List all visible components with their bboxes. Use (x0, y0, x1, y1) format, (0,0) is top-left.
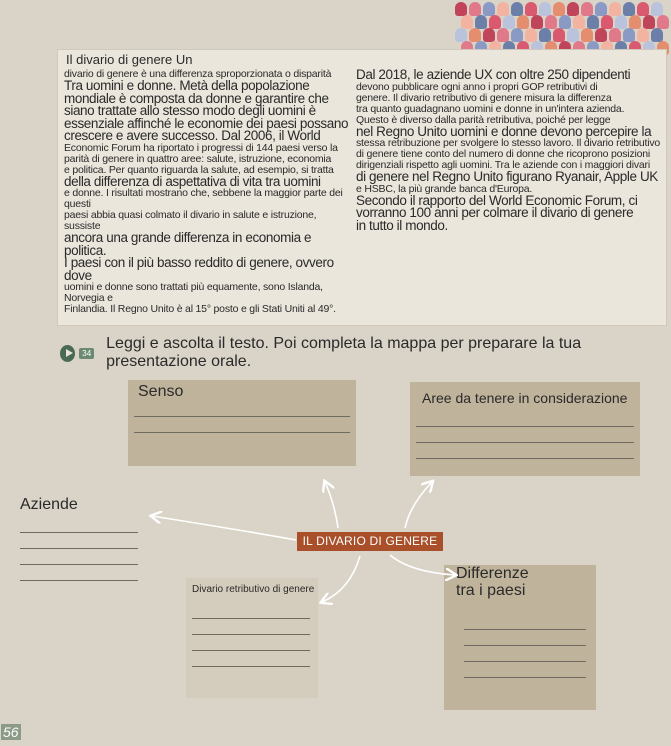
divario-retributivo-box (186, 578, 318, 698)
article-line: siano trattate allo stesso modo degli uomini è (64, 103, 316, 118)
crowd-person (651, 28, 663, 42)
article-line: I paesi con il più basso reddito di genere, ovvero dove (64, 255, 334, 283)
article-line: nel Regno Unito uomini e donne devono percepire la (356, 123, 652, 139)
crowd-person (567, 2, 579, 16)
article-line: in tutto il mondo. (356, 217, 448, 233)
crowd-person (455, 28, 467, 42)
crowd-person (525, 28, 537, 42)
article-line: mondiale è composta da donne e garantire che (64, 90, 329, 106)
article-line: di genere nel Regno Unito figurano Ryanair, Apple UK (356, 169, 658, 184)
crowd-person (475, 15, 487, 29)
crowd-person (525, 2, 537, 16)
aziende-write-lines[interactable] (20, 532, 138, 596)
crowd-person (609, 28, 621, 42)
divario-write-lines[interactable] (192, 618, 310, 682)
article-line: divario di genere è una differenza sproporzionata o disparità (64, 68, 332, 80)
crowd-person (567, 28, 579, 42)
crowd-person (497, 28, 509, 42)
article-line: Finlandia. Il Regno Unito è al 15° posto e gli Stati Uniti al 49°. (64, 303, 336, 315)
crowd-person (539, 28, 551, 42)
crowd-person (601, 15, 613, 29)
article-line: crescere e avere successo. Dal 2006, il World (64, 128, 321, 143)
crowd-person (643, 15, 655, 29)
article-line: paesi abbia quasi colmato il divario in salute e istruzione, sussiste (64, 209, 317, 232)
article-line: della differenza di aspettativa di vita tra uomini (64, 173, 321, 189)
article-line: Dal 2018, le aziende UX con oltre 250 dipendenti (356, 67, 631, 82)
crowd-person (595, 28, 607, 42)
article-line: tra quanto guadagnano uomini e donne in un'intera azienda. (356, 102, 625, 115)
article-line: Tra uomini e donne. Metà della popolazione (64, 78, 310, 93)
aree-write-lines[interactable] (416, 426, 634, 474)
article-line: Economic Forum ha riportato i progressi di 144 paesi verso la (64, 141, 338, 154)
crowd-person (581, 2, 593, 16)
article-line: ancora una grande differenza in economia e politica. (64, 230, 312, 258)
crowd-person (553, 28, 565, 42)
crowd-person (545, 15, 557, 29)
article-title: Il divario di genere Un (66, 52, 193, 67)
aree-label: Aree da tenere in considerazione (422, 390, 628, 406)
article-line: parità di genere in quattro aree: salute, istruzione, economia (64, 152, 332, 165)
article-line: genere. Il divario retributivo di genere misura la differenza (356, 91, 612, 104)
article-line: Questo è diverso dalla parità retributiva, poiché per legge (356, 113, 611, 126)
article-line: essenziale affinché le economie dei paesi possano (64, 115, 349, 131)
article-line: vorranno 100 anni per colmare il divario di genere (356, 205, 634, 220)
audio-play-icon[interactable] (60, 345, 75, 362)
crowd-person (587, 15, 599, 29)
center-topic: IL DIVARIO DI GENERE (297, 532, 443, 551)
crowd-person (531, 15, 543, 29)
audio-track-number: 34 (79, 348, 94, 359)
crowd-person (609, 2, 621, 16)
page-number: 56 (3, 724, 19, 740)
task-instruction (60, 335, 666, 370)
article-line: Secondo il rapporto del World Economic Forum, ci (356, 192, 638, 208)
article-left-column (64, 69, 354, 315)
crowd-person (623, 28, 635, 42)
crowd-person (637, 2, 649, 16)
crowd-person (483, 2, 495, 16)
crowd-person (461, 15, 473, 29)
crowd-person (553, 2, 565, 16)
aziende-label: Aziende (20, 496, 78, 513)
crowd-person (657, 15, 669, 29)
divario-retributivo-label: Divario retributivo di genere (192, 584, 315, 595)
article-right-column (356, 69, 662, 232)
differenze-label: Differenze tra i paesi (456, 565, 529, 599)
differenze-box (444, 565, 596, 710)
instruction-text: Leggi e ascolta il testo. Poi completa la mappa per preparare la tua presentazione orale. (106, 335, 582, 370)
senso-label: Senso (138, 383, 184, 400)
crowd-person (469, 2, 481, 16)
crowd-person (497, 2, 509, 16)
crowd-person (511, 28, 523, 42)
article-line: devono pubblicare ogni anno i propri GOP retributivi di (356, 80, 598, 93)
crowd-person (615, 15, 627, 29)
article-line: stessa retribuzione per svolgere lo stesso lavoro. Il divario retributivo (356, 137, 661, 149)
crowd-person (489, 15, 501, 29)
article-line: e donne. I risultati mostrano che, sebbene la maggior parte dei questi (64, 187, 343, 210)
crowd-person (539, 2, 551, 16)
article-line: di genere tiene conto del numero di donne che ricoprono posizioni (356, 148, 651, 160)
crowd-person (517, 15, 529, 29)
crowd-person (629, 15, 641, 29)
aree-box (410, 382, 640, 476)
crowd-person (651, 2, 663, 16)
crowd-person (595, 2, 607, 16)
crowd-person (455, 2, 467, 16)
crowd-person (511, 2, 523, 16)
senso-write-lines[interactable] (134, 416, 350, 448)
crowd-person (581, 28, 593, 42)
article-line: uomini e donne sono trattati più equamente, sono Islanda, Norvegia e (64, 281, 323, 304)
senso-box (128, 380, 356, 466)
article-line: dirigenziali rispetto agli uomini. Tra le aziende con i maggiori divari (356, 159, 650, 171)
article-text-panel (58, 50, 666, 325)
crowd-person (503, 15, 515, 29)
crowd-person (559, 15, 571, 29)
article-line: e HSBC, la più grande banca d'Europa. (356, 182, 533, 195)
crowd-person (573, 15, 585, 29)
crowd-person (483, 28, 495, 42)
crowd-person (637, 28, 649, 42)
differenze-write-lines[interactable] (464, 629, 586, 693)
crowd-person (469, 28, 481, 42)
crowd-person (623, 2, 635, 16)
article-line: e politica. Per quanto riguarda la salute, ad esempio, si tratta (64, 163, 334, 176)
